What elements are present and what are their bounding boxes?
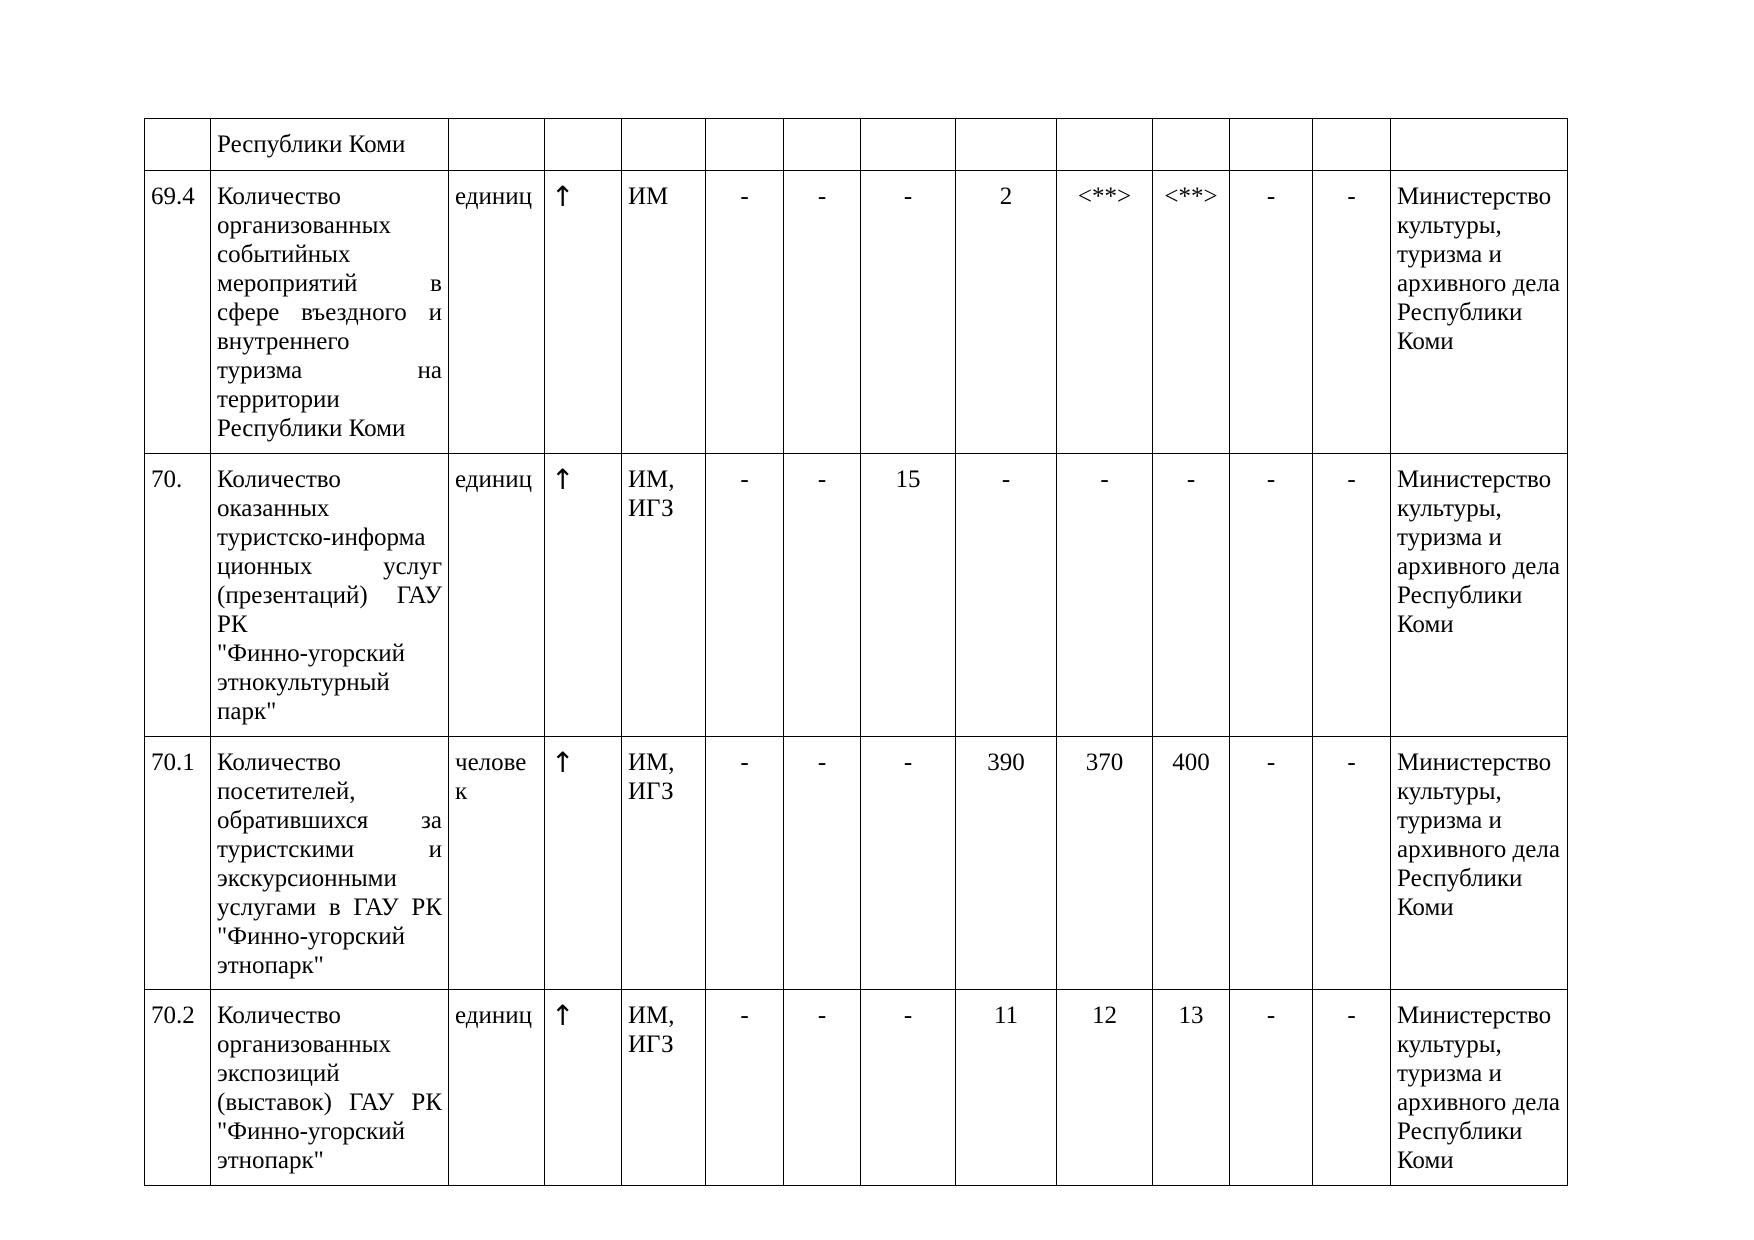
up-arrow-icon: ↑ xyxy=(551,463,575,496)
value-cell: 370 xyxy=(1057,737,1153,990)
source-cell: ИМ, ИГЗ xyxy=(622,454,706,737)
value-cell: - xyxy=(1230,737,1313,990)
indicator-name-line: посетителей, xyxy=(217,778,356,805)
value-cell xyxy=(1153,119,1230,171)
value-cell: 390 xyxy=(956,737,1057,990)
value-cell: - xyxy=(706,737,784,990)
indicator-name-line: организованных xyxy=(217,212,391,239)
value-cell: - xyxy=(1230,990,1313,1186)
value-cell: - xyxy=(1313,990,1391,1186)
row-number: 70.1 xyxy=(145,737,211,990)
up-arrow-icon: ↑ xyxy=(551,999,575,1032)
indicator-name-line: экспозиций xyxy=(217,1060,340,1087)
table-row xyxy=(145,119,1568,171)
indicator-name-line: экскурсионными xyxy=(217,865,397,892)
value-cell: - xyxy=(706,454,784,737)
indicator-name-line: этнопарк" xyxy=(217,1147,324,1174)
indicator-name xyxy=(211,119,449,171)
unit-cell: единиц xyxy=(449,990,545,1186)
responsible-cell: Министерство культуры, туризма и архивного дела Республики Коми xyxy=(1391,171,1568,454)
up-arrow-icon: ↑ xyxy=(551,180,575,213)
direction-cell xyxy=(545,119,622,171)
table-row xyxy=(145,990,1568,1186)
value-cell: - xyxy=(784,737,861,990)
value-cell: - xyxy=(861,737,956,990)
indicator-name-line: парк" xyxy=(217,698,277,725)
value-cell: - xyxy=(1230,171,1313,454)
indicator-name-line: организованных xyxy=(217,1031,391,1058)
up-arrow-icon: ↑ xyxy=(551,746,575,779)
value-cell: 2 xyxy=(956,171,1057,454)
indicator-name-line: туристскими и xyxy=(217,836,442,863)
value-cell: - xyxy=(1057,454,1153,737)
indicator-name-line: мероприятий в xyxy=(217,270,442,297)
value-cell: - xyxy=(1313,454,1391,737)
indicator-name xyxy=(211,454,449,737)
value-cell xyxy=(706,119,784,171)
indicator-name-line: "Финно-угорский xyxy=(217,1118,406,1145)
unit-cell: человек xyxy=(449,737,545,990)
direction-cell xyxy=(545,737,622,990)
value-cell xyxy=(1230,119,1313,171)
indicator-name xyxy=(211,737,449,990)
indicator-name-line: этнокультурный xyxy=(217,669,390,696)
value-cell xyxy=(1057,119,1153,171)
value-cell: - xyxy=(861,171,956,454)
indicator-name-line: обратившихся за xyxy=(217,807,442,834)
value-cell: 400 xyxy=(1153,737,1230,990)
table-row xyxy=(145,171,1568,454)
indicator-name-line: Количество xyxy=(217,466,341,493)
responsible-cell: Министерство культуры, туризма и архивного дела Республики Коми xyxy=(1391,990,1568,1186)
responsible-cell: Министерство культуры, туризма и архивного дела Республики Коми xyxy=(1391,737,1568,990)
value-cell: <**> xyxy=(1153,171,1230,454)
value-cell: - xyxy=(706,990,784,1186)
table-row xyxy=(145,454,1568,737)
value-cell: - xyxy=(1313,737,1391,990)
row-number xyxy=(145,119,211,171)
table-row xyxy=(145,737,1568,990)
indicator-name-line: РК xyxy=(217,611,248,638)
indicator-name-line: туристско-информа xyxy=(217,524,426,551)
indicators-table xyxy=(144,118,1568,1186)
indicator-name xyxy=(211,990,449,1186)
value-cell xyxy=(784,119,861,171)
value-cell: - xyxy=(784,454,861,737)
indicator-name-line: этнопарк" xyxy=(217,952,324,979)
value-cell: - xyxy=(784,990,861,1186)
value-cell: - xyxy=(1313,171,1391,454)
value-cell: - xyxy=(861,990,956,1186)
indicator-name-line: Количество xyxy=(217,183,341,210)
direction-cell xyxy=(545,454,622,737)
value-cell xyxy=(861,119,956,171)
indicator-name-line: Количество xyxy=(217,1002,341,1029)
indicator-name-line: оказанных xyxy=(217,495,330,522)
indicator-name-line: Количество xyxy=(217,749,341,776)
value-cell xyxy=(1313,119,1391,171)
indicator-name-line: "Финно-угорский xyxy=(217,640,406,667)
value-cell: - xyxy=(706,171,784,454)
value-cell: 12 xyxy=(1057,990,1153,1186)
direction-cell xyxy=(545,990,622,1186)
indicator-name-line: внутреннего xyxy=(217,328,350,355)
unit-cell: единиц xyxy=(449,171,545,454)
indicator-name-line: событийных xyxy=(217,241,351,268)
source-cell: ИМ xyxy=(622,171,706,454)
value-cell: - xyxy=(956,454,1057,737)
value-cell: <**> xyxy=(1057,171,1153,454)
value-cell: - xyxy=(1153,454,1230,737)
table-body xyxy=(145,119,1568,1186)
source-cell xyxy=(622,119,706,171)
value-cell: - xyxy=(784,171,861,454)
row-number: 70. xyxy=(145,454,211,737)
source-cell: ИМ, ИГЗ xyxy=(622,737,706,990)
unit-cell: единиц xyxy=(449,454,545,737)
indicator-name-line: Республики Коми xyxy=(217,415,406,442)
value-cell xyxy=(956,119,1057,171)
row-number: 70.2 xyxy=(145,990,211,1186)
value-cell: 13 xyxy=(1153,990,1230,1186)
value-cell: 11 xyxy=(956,990,1057,1186)
unit-cell xyxy=(449,119,545,171)
value-cell: 15 xyxy=(861,454,956,737)
indicator-name xyxy=(211,171,449,454)
responsible-cell: Министерство культуры, туризма и архивного дела Республики Коми xyxy=(1391,454,1568,737)
source-cell: ИМ, ИГЗ xyxy=(622,990,706,1186)
indicator-name-line: туризма на xyxy=(217,357,442,384)
indicator-name-line: услугами в ГАУ РК xyxy=(217,894,442,921)
indicator-name-line: территории xyxy=(217,386,340,413)
row-number: 69.4 xyxy=(145,171,211,454)
indicator-name-line: "Финно-угорский xyxy=(217,923,406,950)
indicator-name-line: (презентаций) ГАУ xyxy=(217,582,442,609)
indicator-name-line: Республики Коми xyxy=(217,131,406,158)
direction-cell xyxy=(545,171,622,454)
indicator-name-line: (выставок) ГАУ РК xyxy=(217,1089,442,1116)
responsible-cell xyxy=(1391,119,1568,171)
value-cell: - xyxy=(1230,454,1313,737)
indicator-name-line: сфере въездного и xyxy=(217,299,442,326)
indicator-name-line: ционных услуг xyxy=(217,553,442,580)
